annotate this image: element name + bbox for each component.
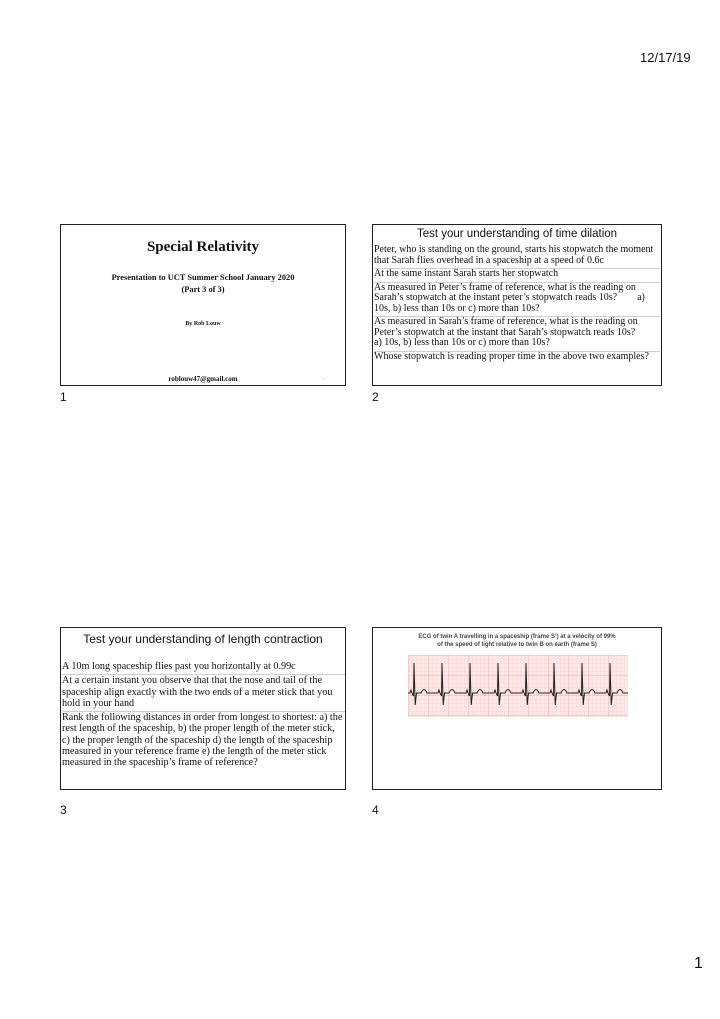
slide-4	[372, 627, 662, 790]
page-date: 12/17/19	[640, 50, 691, 65]
slide-body	[62, 661, 345, 771]
paragraph: Peter, who is standing on the ground, starts his stopwatch the moment that Sarah flies overhead in a spaceship at a speed of 0.6c	[374, 244, 654, 266]
slide-number: 1	[60, 390, 67, 404]
slide-title: Test your understanding of time dilation	[416, 228, 618, 240]
paragraph: Rank the following distances in order from longest to shortest: a) the rest length of the spaceship, b) the proper length of the meter stick, c) the proper length of the spaceship d) the length of the spaceship measured in your reference frame e) the length of the meter stick measured in the spaceship’s frame of reference?	[62, 712, 343, 769]
slide-3	[60, 627, 346, 790]
slide-number: 4	[372, 803, 379, 817]
slide-body	[374, 245, 660, 364]
slide-number: 2	[372, 390, 379, 404]
slide-email: roblouw47@gmail.com	[168, 375, 238, 383]
paragraph: A 10m long spaceship flies past you horizontally at 0.99c	[62, 661, 296, 672]
slide-subtitle-part: (Part 3 of 3)	[181, 285, 225, 294]
ecg-trace-image	[408, 655, 628, 717]
slide-inner-page-number: 1	[323, 377, 325, 381]
ecg-caption-line: of the speed of light relative to twin B on earth (frame S)	[437, 642, 597, 648]
slide-number: 3	[60, 803, 67, 817]
ecg-caption-line: ECG of twin A travelling in a spaceship (frame S’) at a velocity of 99%	[418, 634, 616, 640]
paragraph: At the same instant Sarah starts her stopwatch	[374, 268, 559, 279]
slide-title: Special Relativity	[146, 239, 260, 255]
slide-subtitle: Presentation to UCT Summer School January 2020	[111, 273, 295, 282]
paragraph: As measured in Sarah’s frame of reference, what is the reading on Peter’s stopwatch at the instant that Sarah’s stopwatch reads 10s? a) 10s, b) less than 10s or c) more than 10s?	[374, 316, 656, 348]
paragraph: At a certain instant you observe that that the nose and tail of the spaceship align exactly with the two ends of a meter stick that you hold in your hand	[62, 675, 333, 709]
slide-1	[60, 224, 346, 386]
page-number: 1	[694, 955, 703, 972]
paragraph: Whose stopwatch is reading proper time in the above two examples?	[374, 350, 649, 362]
slide-2	[372, 224, 662, 386]
slide-author: By Rob Louw	[185, 321, 221, 327]
ecg-caption	[373, 633, 661, 649]
paragraph: As measured in Peter’s frame of reference, what is the reading on Sarah’s stopwatch at the instant peter’s stopwatch reads 10s? a) 10s, b) less than 10s or c) more than 10s?	[374, 281, 648, 314]
slide-title: Test your understanding of length contraction	[83, 632, 323, 646]
